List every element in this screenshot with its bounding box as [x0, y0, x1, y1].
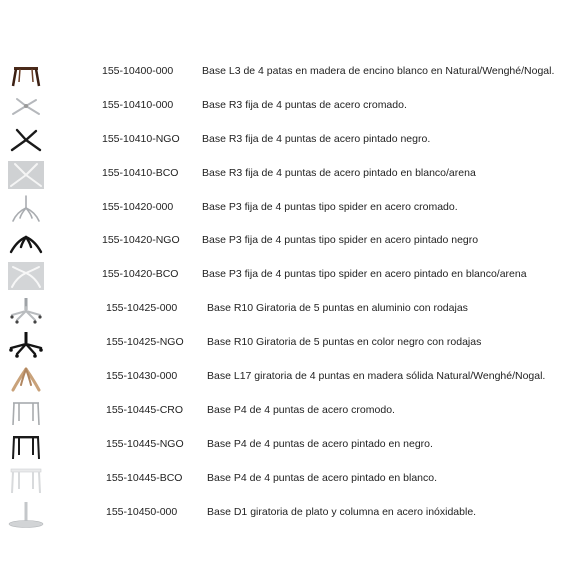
list-item	[0, 259, 580, 293]
black-swivel-caster-base-icon	[5, 329, 47, 359]
product-code: 155-10400-000	[102, 65, 174, 77]
list-item	[0, 225, 580, 259]
product-code: 155-10425-000	[106, 302, 178, 315]
product-description: Base L17 giratoria de 4 puntas en madera sólida Natural/Wenghé/Nogal.	[207, 370, 546, 383]
product-description: Base P3 fija de 4 puntas tipo spider en acero pintado negro	[202, 234, 479, 247]
list-item	[0, 429, 580, 463]
list-item	[0, 192, 580, 226]
list-item	[0, 90, 580, 124]
wood-4-leg-base-icon	[5, 58, 47, 88]
product-description: Base P3 fija de 4 puntas tipo spider en acero cromado.	[202, 200, 458, 213]
black-star-base-icon	[5, 126, 47, 156]
product-description: Base L3 de 4 patas en madera de encino blanco en Natural/Wenghé/Nogal.	[202, 65, 555, 77]
product-description: Base P3 fija de 4 puntas tipo spider en acero pintado en blanco/arena	[202, 268, 527, 281]
disc-pedestal-base-icon	[5, 499, 47, 529]
white-spider-base-icon	[5, 261, 47, 291]
product-code: 155-10420-NGO	[102, 234, 180, 247]
product-description: Base R10 Giratoria de 5 puntas en color negro con rodajas	[207, 336, 482, 349]
product-code: 155-10425-NGO	[106, 336, 184, 349]
product-code: 155-10430-000	[106, 370, 178, 383]
list-item	[0, 327, 580, 361]
product-code: 155-10445-CRO	[106, 403, 184, 416]
product-code: 155-10410-BCO	[102, 166, 179, 179]
list-item	[0, 56, 580, 90]
wood-swivel-base-icon	[5, 363, 47, 393]
product-description: Base P4 de 4 puntas de acero pintado en negro.	[207, 437, 433, 450]
list-item	[0, 497, 580, 531]
product-list	[0, 56, 580, 530]
product-code: 155-10410-NGO	[102, 132, 180, 145]
product-code: 155-10450-000	[106, 505, 178, 518]
black-4-leg-base-icon	[5, 431, 47, 461]
product-description: Base P4 de 4 puntas de acero cromodo.	[207, 403, 395, 416]
chrome-spider-base-icon	[5, 194, 47, 224]
product-code: 155-10445-BCO	[106, 471, 183, 484]
white-star-base-icon	[5, 160, 47, 190]
aluminum-swivel-caster-base-icon	[5, 295, 47, 325]
product-code: 155-10410-000	[102, 98, 174, 111]
list-item	[0, 293, 580, 327]
list-item	[0, 395, 580, 429]
chrome-4-leg-base-icon	[5, 397, 47, 427]
white-4-leg-base-icon	[5, 465, 47, 495]
black-spider-base-icon	[5, 227, 47, 257]
product-code: 155-10420-000	[102, 200, 174, 213]
product-description: Base R3 fija de 4 puntas de acero cromado.	[202, 98, 407, 111]
product-description: Base P4 de 4 puntas de acero pintado en blanco.	[207, 471, 438, 484]
product-description: Base R3 fija de 4 puntas de acero pintado negro.	[202, 132, 431, 145]
list-item	[0, 124, 580, 158]
product-code: 155-10420-BCO	[102, 268, 179, 281]
product-description: Base R3 fija de 4 puntas de acero pintado en blanco/arena	[202, 166, 476, 179]
product-code: 155-10445-NGO	[106, 437, 184, 450]
product-description: Base D1 giratoria de plato y columna en acero inóxidable.	[207, 505, 477, 518]
list-item	[0, 158, 580, 192]
list-item	[0, 463, 580, 497]
chrome-star-base-icon	[5, 92, 47, 122]
product-description: Base R10 Giratoria de 5 puntas en aluminio con rodajas	[207, 302, 468, 315]
list-item	[0, 361, 580, 395]
